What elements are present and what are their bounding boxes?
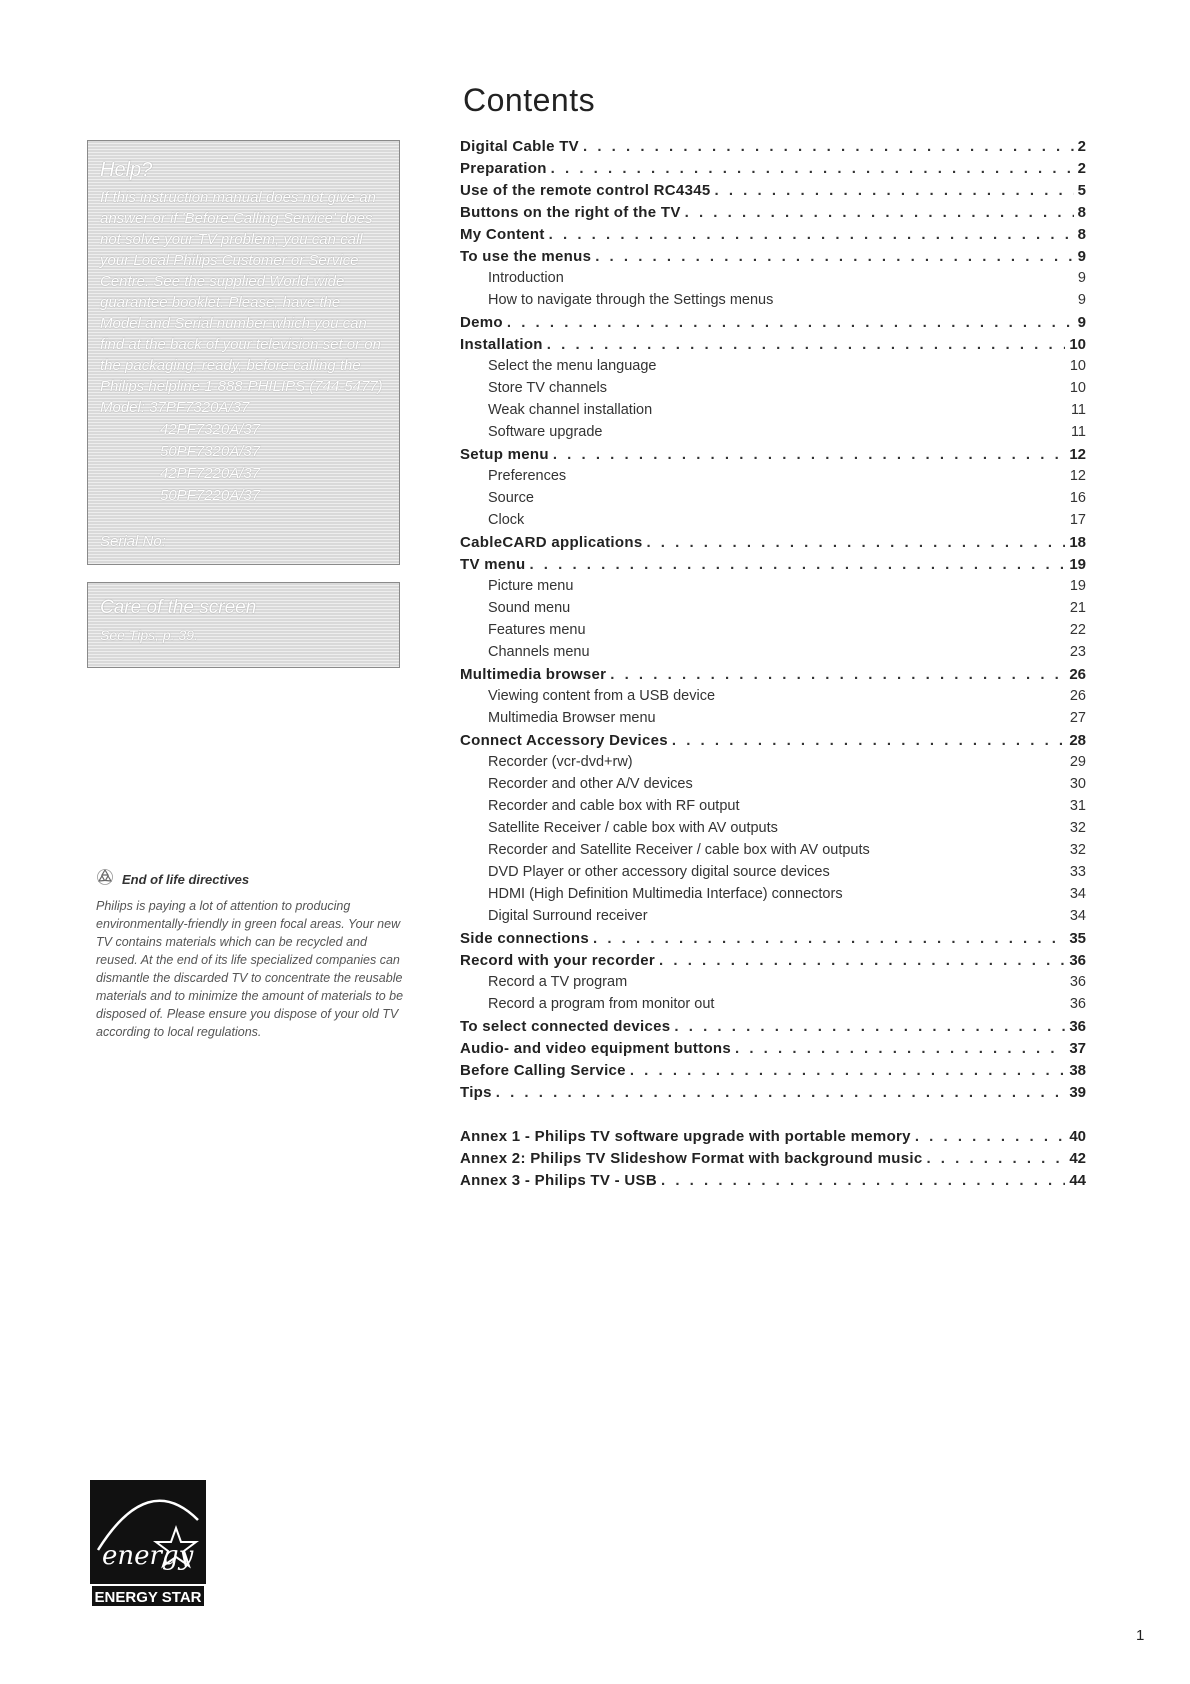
toc-leader-dots [583, 138, 1074, 155]
toc-subentry[interactable] [460, 402, 1086, 424]
toc-label: Recorder (vcr-dvd+rw) [488, 754, 633, 770]
toc-subentry[interactable] [460, 776, 1086, 798]
toc-leader-dots [595, 248, 1073, 265]
toc-page-number: 9 [1077, 270, 1086, 286]
toc-leader-dots [715, 182, 1074, 199]
toc-label: Store TV channels [488, 380, 608, 396]
page-number: 1 [1136, 1627, 1145, 1644]
toc-page-number: 33 [1069, 864, 1086, 880]
toc-page-number: 38 [1069, 1062, 1086, 1079]
toc-page-number: 12 [1069, 468, 1086, 484]
toc-subentry[interactable] [460, 820, 1086, 842]
energy-star-logo [90, 1480, 206, 1608]
toc-page-number: 37 [1069, 1040, 1086, 1057]
toc-entry[interactable] [460, 930, 1086, 952]
toc-page-number: 2 [1077, 138, 1086, 155]
toc-page-number: 26 [1069, 688, 1086, 704]
toc-entry[interactable] [460, 226, 1086, 248]
toc-leader-dots [661, 1172, 1065, 1189]
help-box [87, 140, 400, 565]
toc-label: Software upgrade [488, 424, 603, 440]
end-of-life-title: End of life directives [122, 872, 250, 887]
toc-label: Annex 3 - Philips TV - USB [460, 1172, 657, 1189]
toc-page-number: 40 [1069, 1128, 1086, 1145]
toc-subentry[interactable] [460, 864, 1086, 886]
toc-page-number: 29 [1069, 754, 1086, 770]
toc-entry[interactable] [460, 314, 1086, 336]
toc-entry[interactable] [460, 1172, 1086, 1194]
toc-page-number: 30 [1069, 776, 1086, 792]
toc-entry[interactable] [460, 336, 1086, 358]
toc-label: TV menu [460, 556, 526, 573]
toc-page-number: 36 [1069, 1018, 1086, 1035]
toc-leader-dots [610, 666, 1065, 683]
toc-label: Channels menu [488, 644, 590, 660]
toc-page-number: 44 [1069, 1172, 1086, 1189]
toc-leader-dots [593, 930, 1065, 947]
toc-label: CableCARD applications [460, 534, 643, 551]
toc-subentry[interactable] [460, 468, 1086, 490]
toc-leader-dots [529, 556, 1065, 573]
care-subtitle: See Tips, p. 39. [100, 627, 198, 643]
toc-label: Before Calling Service [460, 1062, 626, 1079]
toc-subentry[interactable] [460, 292, 1086, 314]
toc-label: Tips [460, 1084, 492, 1101]
toc-subentry[interactable] [460, 644, 1086, 666]
table-of-contents [460, 138, 1086, 1194]
toc-label: Annex 1 - Philips TV software upgrade with portable memory [460, 1128, 911, 1145]
toc-entry[interactable] [460, 446, 1086, 468]
toc-entry[interactable] [460, 666, 1086, 688]
toc-subentry[interactable] [460, 710, 1086, 732]
toc-page-number: 21 [1069, 600, 1086, 616]
toc-label: Installation [460, 336, 543, 353]
toc-label: Recorder and cable box with RF output [488, 798, 740, 814]
toc-page-number: 10 [1069, 380, 1086, 396]
toc-page-number: 36 [1069, 952, 1086, 969]
toc-page-number: 2 [1077, 160, 1086, 177]
end-of-life-text: Philips is paying a lot of attention to producing environmentally-friendly in green focal areas. Your new TV contains materials which can be recycled and reused. At the end of its life specialized companies can dismantle the discarded TV to concentrate the reusable materials and to minimize the amount of materials to be disposed of. Please ensure you dispose of your old TV according to local regulations. [96, 899, 404, 1039]
toc-page-number: 34 [1069, 886, 1086, 902]
toc-page-number: 34 [1069, 908, 1086, 924]
toc-leader-dots [735, 1040, 1065, 1057]
toc-page-number: 31 [1069, 798, 1086, 814]
toc-entry[interactable] [460, 1084, 1086, 1106]
toc-label: Introduction [488, 270, 564, 286]
toc-entry[interactable] [460, 1128, 1086, 1150]
model-item: 50PF7220A/37 [160, 487, 261, 504]
toc-label: Satellite Receiver / cable box with AV outputs [488, 820, 778, 836]
toc-page-number: 11 [1070, 424, 1086, 440]
toc-entry[interactable] [460, 182, 1086, 204]
toc-page-number: 12 [1069, 446, 1086, 463]
toc-page-number: 8 [1077, 226, 1086, 243]
toc-subentry[interactable] [460, 600, 1086, 622]
toc-label: Audio- and video equipment buttons [460, 1040, 732, 1057]
toc-page-number: 35 [1069, 930, 1086, 947]
toc-label: Record a program from monitor out [488, 996, 715, 1012]
help-text: If this instruction manual does not give an answer or if 'Before Calling Service' does not solve your TV problem, you can call your Local Philips Customer or Service Centre. See the supplied World-wide guarantee booklet. Please, have the Model and Serial number which you can find at the back of your television set or on the packaging, ready, before calling the Philips helpline 1-888-PHILIPS (744-5477) [100, 189, 383, 395]
care-title: Care of the screen [100, 597, 257, 618]
toc-label: Multimedia Browser menu [488, 710, 656, 726]
toc-leader-dots [926, 1150, 1065, 1167]
annex-list [460, 1128, 1086, 1194]
toc-page-number: 23 [1069, 644, 1086, 660]
toc-leader-dots [549, 226, 1074, 243]
toc-leader-dots [496, 1084, 1066, 1101]
toc-subentry[interactable] [460, 512, 1086, 534]
toc-label: Preparation [460, 160, 547, 177]
toc-page-number: 39 [1069, 1084, 1086, 1101]
toc-page-number: 36 [1069, 974, 1086, 990]
toc-leader-dots [659, 952, 1065, 969]
toc-label: Source [488, 490, 534, 506]
toc-page-number: 32 [1069, 842, 1086, 858]
toc-label: Picture menu [488, 578, 574, 594]
toc-label: Annex 2: Philips TV Slideshow Format with background music [460, 1150, 923, 1167]
toc-leader-dots [915, 1128, 1066, 1145]
toc-label: To select connected devices [460, 1018, 671, 1035]
energy-star-label: ENERGY STAR [94, 1589, 202, 1606]
toc-page-number: 8 [1077, 204, 1086, 221]
toc-label: Preferences [488, 468, 567, 484]
toc-subentry[interactable] [460, 270, 1086, 292]
toc-entry[interactable] [460, 1018, 1086, 1040]
toc-subentry[interactable] [460, 886, 1086, 908]
toc-subentry[interactable] [460, 424, 1086, 446]
toc-entry[interactable] [460, 534, 1086, 556]
model-item: 42PF7320A/37 [160, 421, 261, 438]
toc-subentry[interactable] [460, 622, 1086, 644]
toc-entry[interactable] [460, 1150, 1086, 1172]
toc-label: My Content [460, 226, 545, 243]
toc-label: Setup menu [460, 446, 549, 463]
help-title: Help? [100, 159, 153, 181]
model-item: 42PF7220A/37 [160, 465, 261, 482]
toc-label: Use of the remote control RC4345 [460, 182, 711, 199]
toc-entry[interactable] [460, 952, 1086, 974]
toc-page-number: 5 [1077, 182, 1086, 199]
toc-page-number: 9 [1077, 314, 1086, 331]
toc-subentry[interactable] [460, 380, 1086, 402]
recycle-icon [96, 868, 114, 891]
toc-label: Sound menu [488, 600, 571, 616]
toc-label: Buttons on the right of the TV [460, 204, 681, 221]
toc-label: DVD Player or other accessory digital source devices [488, 864, 830, 880]
toc-subentry[interactable] [460, 578, 1086, 600]
toc-label: Demo [460, 314, 503, 331]
toc-leader-dots [674, 1018, 1065, 1035]
toc-page-number: 26 [1069, 666, 1086, 683]
end-of-life-section [96, 868, 406, 1041]
toc-entry[interactable] [460, 1040, 1086, 1062]
toc-label: Recorder and Satellite Receiver / cable box with AV outputs [488, 842, 870, 858]
toc-subentry[interactable] [460, 996, 1086, 1018]
toc-label: To use the menus [460, 248, 592, 265]
model-label: Model: 37PF7320A/37 [100, 399, 250, 416]
toc-label: Record a TV program [488, 974, 628, 990]
toc-subentry[interactable] [460, 974, 1086, 996]
toc-entry[interactable] [460, 1062, 1086, 1084]
toc-leader-dots [547, 336, 1066, 353]
toc-leader-dots [685, 204, 1074, 221]
toc-label: How to navigate through the Settings menus [488, 292, 774, 308]
toc-subentry[interactable] [460, 754, 1086, 776]
toc-page-number: 10 [1069, 358, 1086, 374]
toc-entry[interactable] [460, 732, 1086, 754]
toc-label: Side connections [460, 930, 589, 947]
toc-label: Viewing content from a USB device [488, 688, 716, 704]
toc-label: HDMI (High Definition Multimedia Interface) connectors [488, 886, 843, 902]
toc-leader-dots [553, 446, 1065, 463]
toc-subentry[interactable] [460, 798, 1086, 820]
toc-entry[interactable] [460, 204, 1086, 226]
toc-entry[interactable] [460, 556, 1086, 578]
toc-subentry[interactable] [460, 490, 1086, 512]
toc-page-number: 19 [1069, 556, 1086, 573]
toc-page-number: 19 [1069, 578, 1086, 594]
toc-page-number: 27 [1069, 710, 1086, 726]
toc-page-number: 16 [1069, 490, 1086, 506]
toc-label: Recorder and other A/V devices [488, 776, 693, 792]
page-title: Contents [463, 82, 596, 118]
toc-page-number: 18 [1069, 534, 1086, 551]
toc-entry[interactable] [460, 248, 1086, 270]
toc-leader-dots [646, 534, 1065, 551]
toc-label: Digital Cable TV [460, 138, 579, 155]
toc-page-number: 11 [1070, 402, 1086, 418]
toc-label: Multimedia browser [460, 666, 607, 683]
toc-subentry[interactable] [460, 842, 1086, 864]
toc-label: Record with your recorder [460, 952, 656, 969]
toc-label: Select the menu language [488, 358, 657, 374]
toc-label: Weak channel installation [488, 402, 653, 418]
care-box [87, 582, 400, 668]
toc-entry[interactable] [460, 160, 1086, 182]
toc-page-number: 42 [1069, 1150, 1086, 1167]
toc-label: Connect Accessory Devices [460, 732, 668, 749]
toc-label: Clock [488, 512, 525, 528]
toc-page-number: 32 [1069, 820, 1086, 836]
toc-page-number: 36 [1069, 996, 1086, 1012]
toc-label: Features menu [488, 622, 586, 638]
toc-page-number: 22 [1069, 622, 1086, 638]
model-item: 50PF7320A/37 [160, 443, 261, 460]
serial-label: Serial No: [100, 533, 166, 550]
toc-leader-dots [507, 314, 1074, 331]
toc-page-number: 9 [1077, 292, 1086, 308]
toc-subentry[interactable] [460, 358, 1086, 380]
toc-subentry[interactable] [460, 688, 1086, 710]
toc-leader-dots [630, 1062, 1065, 1079]
toc-entry[interactable] [460, 138, 1086, 160]
toc-label: Digital Surround receiver [488, 908, 648, 924]
toc-leader-dots [672, 732, 1065, 749]
energy-script: energy [102, 1541, 194, 1571]
toc-page-number: 10 [1069, 336, 1086, 353]
toc-leader-dots [551, 160, 1074, 177]
toc-page-number: 9 [1077, 248, 1086, 265]
toc-page-number: 17 [1069, 512, 1086, 528]
toc-page-number: 28 [1069, 732, 1086, 749]
toc-subentry[interactable] [460, 908, 1086, 930]
